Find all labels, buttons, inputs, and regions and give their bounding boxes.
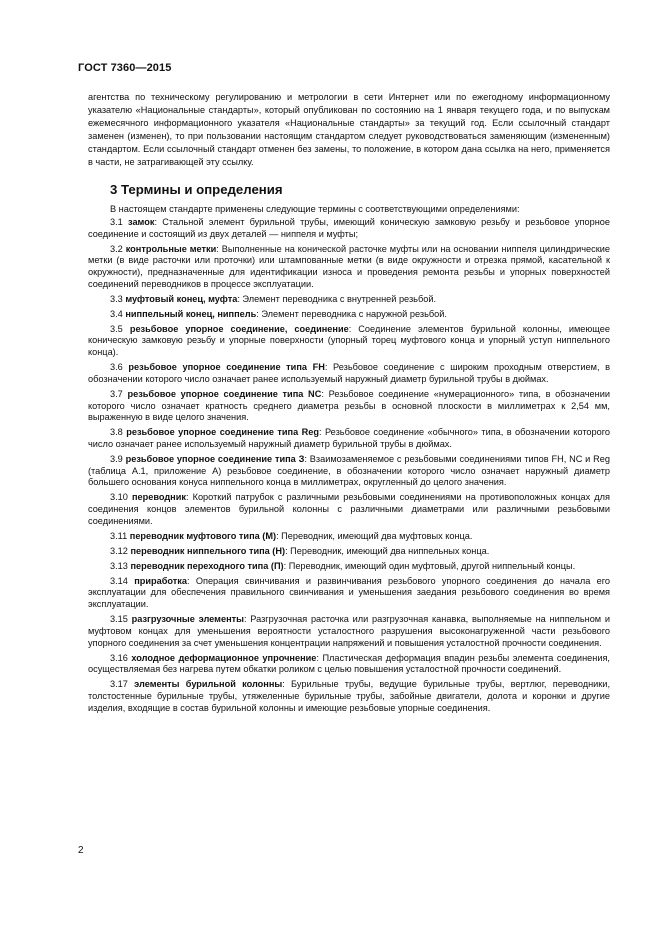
term-text: : Выполненные на конической расточке муфты или на основании ниппеля цилиндрические метки (в виде расточки или проточки) или штампованные метки (в виде окружности и отрезка прямой, касательной к окружности), предназначенные для идентификации износа и проведения ремонта резьбы и упорных поверхностей соединений переводников в процессе эксплуатации.	[88, 243, 610, 289]
term-text: : Переводник, имеющий два ниппельных конца.	[285, 545, 490, 556]
term-definition	[88, 244, 610, 291]
term-name: переводник переходного типа (П)	[130, 560, 284, 571]
term-text: : Стальной элемент бурильной трубы, имеющий коническую замковую резьбу и резьбовое упорное соединение и состоящий из двух деталей — ниппеля и муфты;	[88, 216, 610, 239]
term-definition	[88, 561, 610, 573]
term-text: : Резьбовое соединение «нумерационного» типа, в обозначении которого число означает кратность среднего диаметра резьбы в основной плоскости в миллиметрах к 2,54 мм, выраженную в виде целого значения.	[88, 388, 610, 423]
term-text: : Разгрузочная расточка или разгрузочная канавка, выполняемые на ниппельном и муфтовом концах для уменьшения вероятности усталостного разрушения высоконагруженной части резьбового упорного соединения за счет уменьшения концентрации напряжений и повышения усталостной прочности соединения.	[88, 614, 610, 648]
terms-list	[88, 217, 610, 715]
term-number: 3.8	[110, 427, 123, 438]
term-number: 3.9	[110, 453, 123, 464]
term-name: резьбовое упорное соединение типа Reg	[126, 427, 319, 438]
term-text: : Переводник, имеющий два муфтовых конца.	[276, 530, 473, 541]
term-name: муфтовый конец, муфта	[125, 293, 238, 304]
term-number: 3.14	[110, 575, 128, 586]
term-number: 3.7	[110, 388, 123, 399]
term-text: : Элемент переводника с наружной резьбой.	[256, 308, 447, 319]
term-name: резьбовое упорное соединение типа FH	[128, 362, 325, 373]
document-header: ГОСТ 7360—2015	[78, 62, 172, 74]
term-text: : Взаимозаменяемое с резьбовыми соединениями типов FH, NC и Reg (таблица А.1, приложение А) резьбовое соединение, в обозначении которого число означает наружный диаметр большего основания конуса ниппельного конца в миллиметрах, округленный до целого значения.	[88, 453, 610, 488]
term-definition	[88, 653, 610, 677]
term-definition	[88, 362, 610, 386]
term-name: приработка	[134, 575, 187, 586]
term-name: резьбовое упорное соединение типа NC	[127, 388, 322, 399]
term-number: 3.16	[110, 652, 128, 663]
term-definition	[88, 324, 610, 359]
section-title: 3 Термины и определения	[110, 182, 283, 197]
term-number: 3.12	[110, 545, 128, 556]
term-number: 3.3	[110, 293, 123, 304]
term-name: замок	[128, 216, 155, 227]
term-definition	[88, 454, 610, 489]
term-definition	[88, 576, 610, 611]
term-definition	[88, 546, 610, 558]
term-name: контрольные метки	[125, 243, 217, 254]
intro-paragraph: агентства по техническому регулированию и метрологии в сети Интернет или по ежегодному информационному указателю «Национальные стандарты», который опубликован по состоянию на 1 января текущего года, и по выпускам ежемесячного информационного указателя «Национальные стандарты» за текущий год. Если ссылочный стандарт заменен (изменен), то при пользовании настоящим стандартом следует руководствоваться заменяющим (измененным) стандартом. Если ссылочный стандарт отменен без замены, то положение, в котором дана ссылка на него, применяется в части, не затрагивающей эту ссылку.	[88, 92, 610, 168]
term-definition	[88, 389, 610, 424]
term-number: 3.15	[110, 614, 128, 625]
term-definition	[88, 309, 610, 321]
term-text: : Переводник, имеющий один муфтовый, другой ниппельный концы.	[283, 560, 576, 571]
term-number: 3.6	[110, 362, 123, 373]
term-name: переводник ниппельного типа (Н)	[130, 545, 286, 556]
term-text: : Пластическая деформация впадин резьбы элемента соединения, осуществляемая без нагрева путем обкатки роликом с целью повышения усталостной прочности соединений.	[88, 652, 610, 675]
term-number: 3.17	[110, 679, 128, 690]
term-text: : Бурильные трубы, ведущие бурильные трубы, вертлюг, переводники, толстостенные бурильные трубы, утяжеленные бурильные трубы, забойные двигатели, долота и коронки и другие изделия, входящие в состав бурильной колонны и имеющие резьбовые упорные соединения.	[88, 679, 610, 713]
term-text: : Резьбовое соединение с широким проходным отверстием, в обозначении которого число означает ранее используемый наружный диаметр бурильной трубы в дюймах.	[88, 362, 610, 384]
term-number: 3.1	[110, 216, 123, 227]
term-number: 3.5	[110, 323, 123, 334]
term-number: 3.4	[110, 308, 123, 319]
term-name: ниппельный конец, ниппель	[125, 308, 257, 319]
term-number: 3.11	[110, 530, 128, 541]
term-text: : Короткий патрубок с различными резьбовыми соединениями на противоположных концах для соединения концов элементов бурильной колонны с различными диаметрами или различными резьбовыми соединениями.	[88, 492, 610, 526]
term-text: : Резьбовое соединение «обычного» типа, в обозначении которого число означает ранее используемый наружный диаметр бурильной трубы в дюймах.	[88, 427, 611, 449]
section-lead: В настоящем стандарте применены следующие термины с соответствующими определениями:	[110, 204, 520, 214]
page-number: 2	[78, 845, 84, 856]
term-name: переводник муфтового типа (М)	[129, 530, 277, 541]
term-definition	[88, 679, 610, 714]
term-text: : Соединение элементов бурильной колонны, имеющее коническую замковую резьбу и упорные поверхности (упорный торец муфтового конца и упорный уступ ниппельного конца).	[88, 323, 610, 358]
term-name: переводник	[131, 492, 186, 503]
term-name: элементы бурильной колонны	[134, 679, 283, 690]
term-definition	[88, 614, 610, 649]
term-name: холодное деформационное упрочнение	[131, 652, 317, 663]
term-definition	[88, 427, 610, 451]
term-text: : Элемент переводника с внутренней резьбой.	[237, 293, 437, 304]
term-definition	[88, 531, 610, 543]
term-name: разгрузочные элементы	[131, 614, 244, 625]
term-name: резьбовое упорное соединение, соединение	[129, 323, 349, 334]
term-definition	[88, 217, 610, 241]
term-definition	[88, 294, 610, 306]
term-name: резьбовое упорное соединение типа З	[125, 453, 305, 464]
term-definition	[88, 492, 610, 527]
term-number: 3.13	[110, 560, 128, 571]
term-number: 3.2	[110, 243, 123, 254]
terms-body	[88, 204, 610, 718]
term-number: 3.10	[110, 492, 128, 503]
term-text: : Операция свинчивания и развинчивания резьбового упорного соединения до начала его эксплуатации для обеспечения правильного свинчивания и уменьшения заедания резьбового соединения во время эксплуатации.	[88, 575, 610, 610]
